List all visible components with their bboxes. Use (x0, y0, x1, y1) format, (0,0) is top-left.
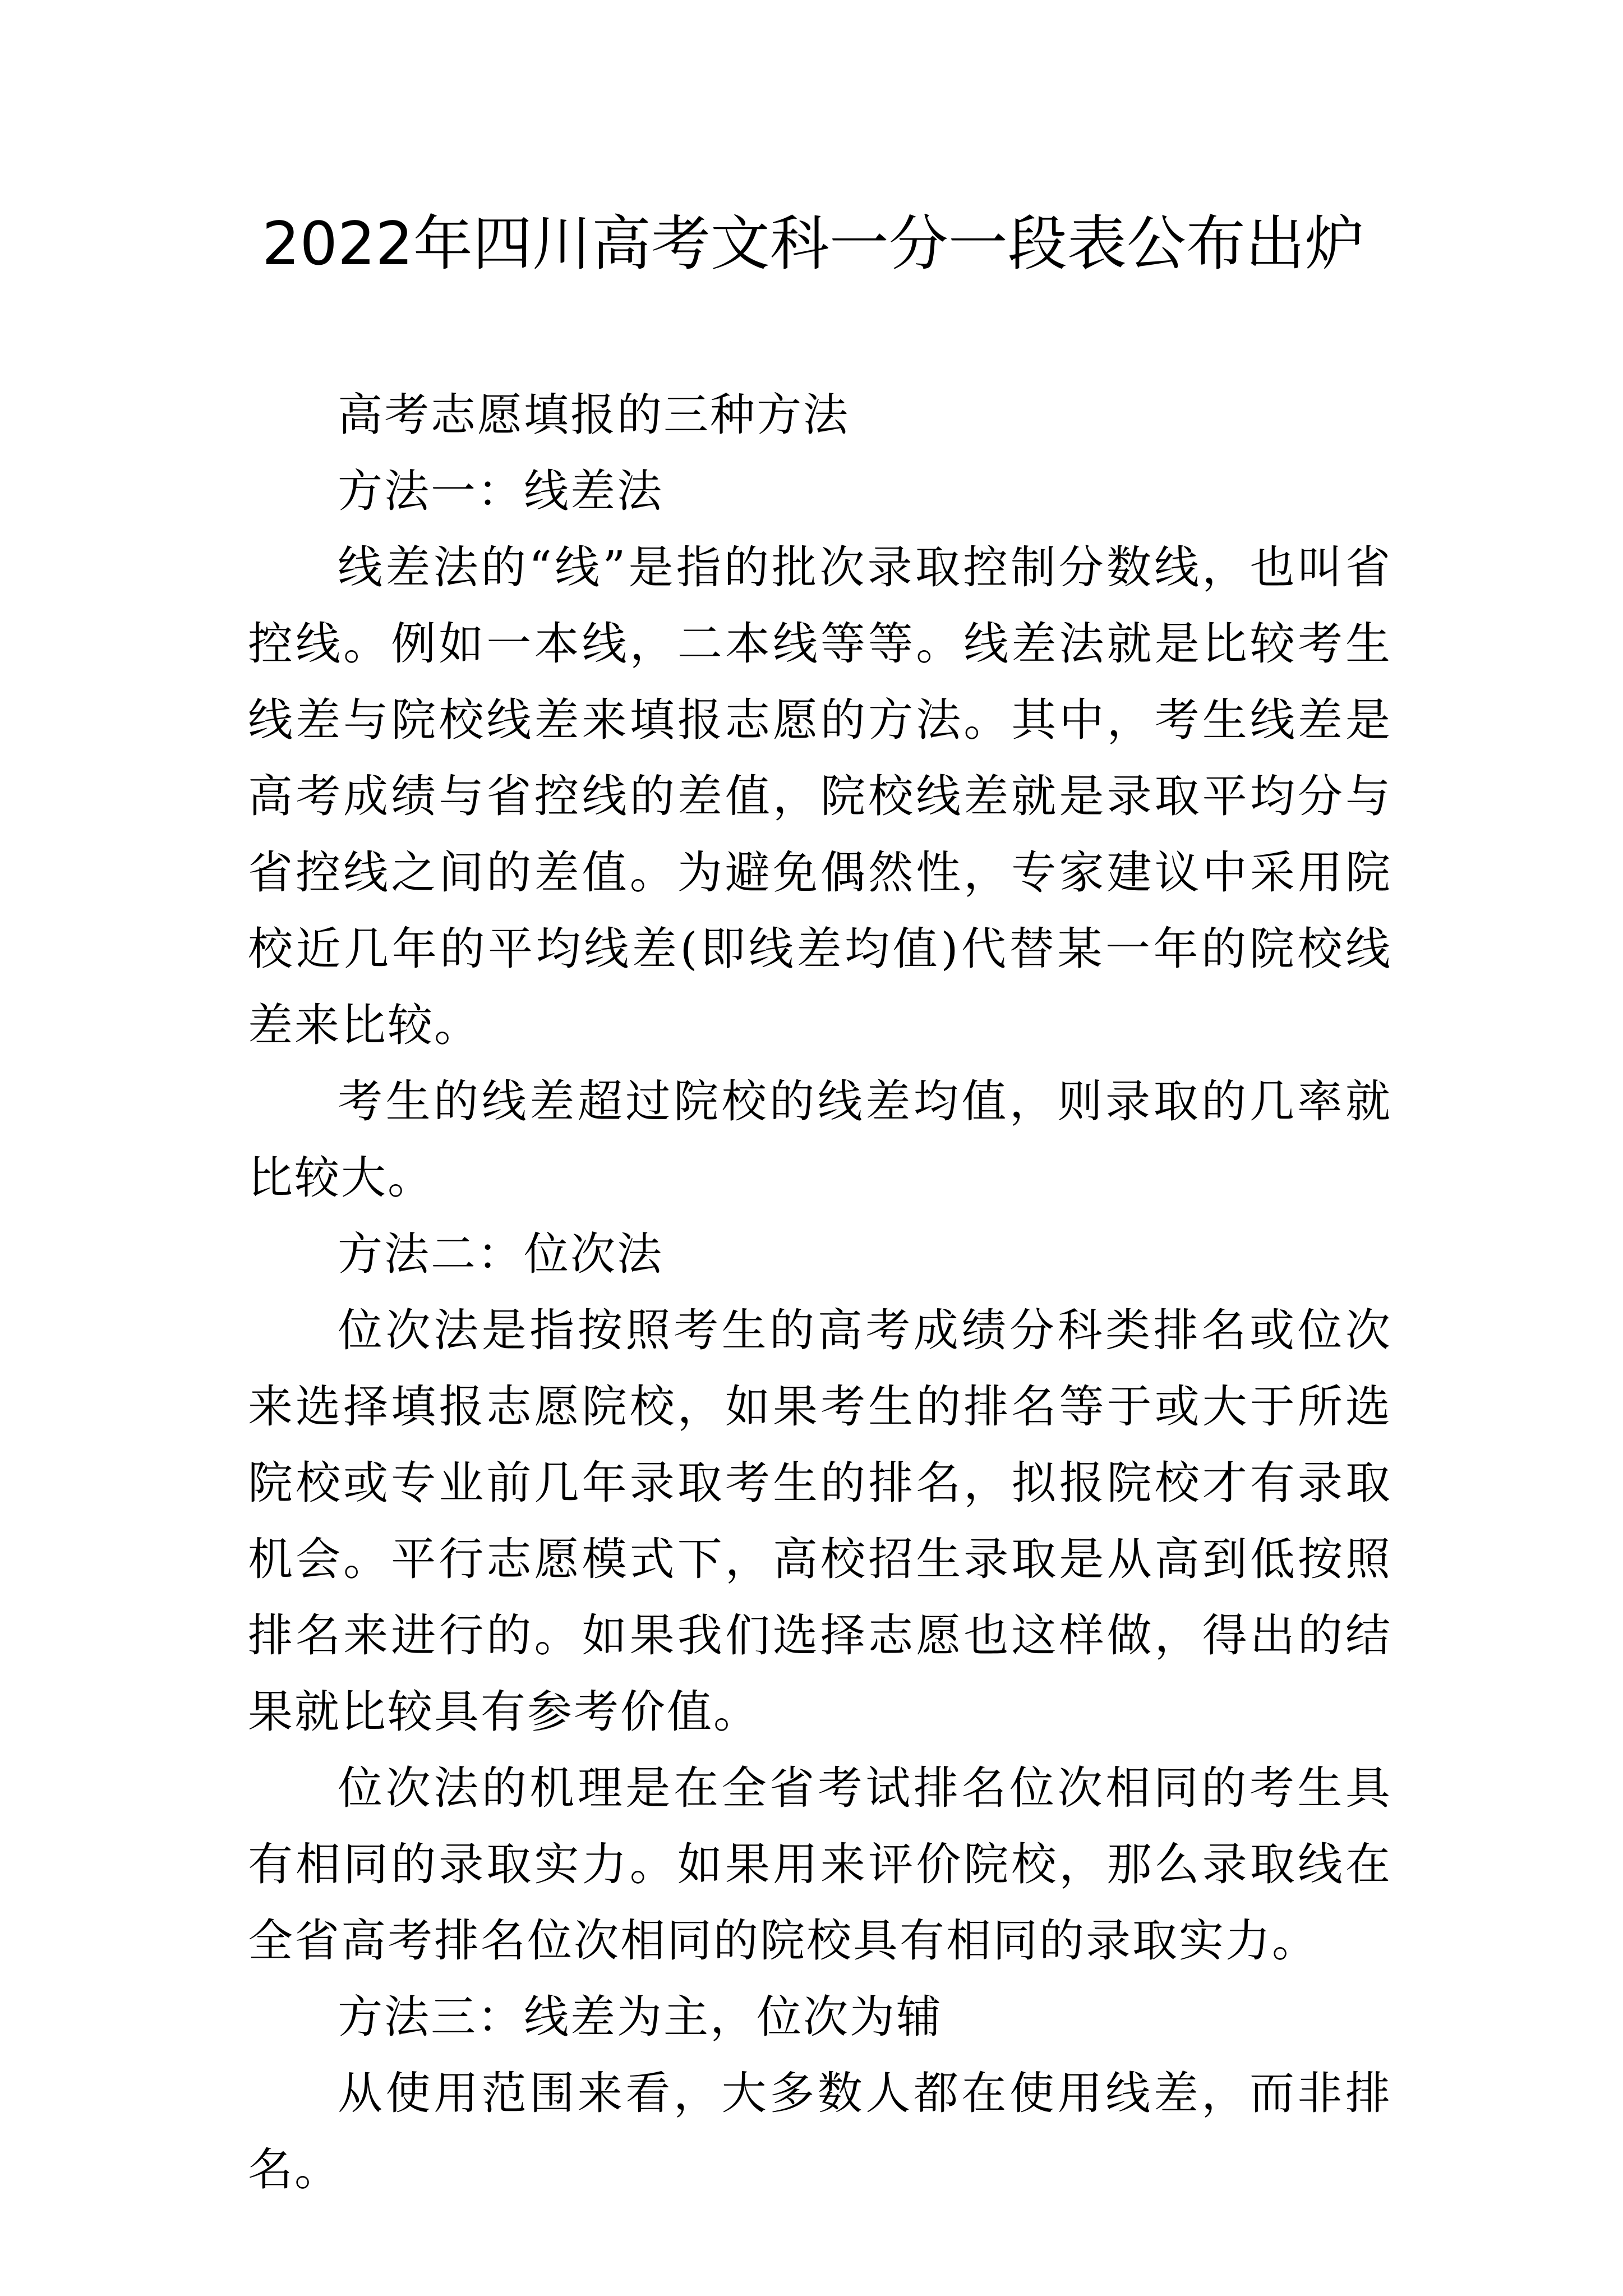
paragraph-line-difference-conclusion: 考生的线差超过院校的线差均值，则录取的几率就比较大。 (248, 1075, 1392, 1204)
paragraph-rank-method-mechanism: 位次法的机理是在全省考试排名位次相同的考生具有相同的录取实力。如果用来评价院校，那么录取线在全省高考排名位次相同的院校具有相同的录取实力。 (248, 1762, 1392, 1967)
paragraph-line-difference-definition: 线差法的“线”是指的批次录取控制分数线，也叫省控线。例如一本线，二本线等等。线差法就是比较考生线差与院校线差来填报志愿的方法。其中，考生线差是高考成绩与省控线的差值，院校线差就是录取平均分与省控线之间的差值。为避免偶然性，专家建议中采用院校近几年的平均线差(即线差均值)代替某一年的院校线差来比较。 (248, 541, 1392, 1051)
paragraph-rank-method-definition: 位次法是指按照考生的高考成绩分科类排名或位次来选择填报志愿院校，如果考生的排名等于或大于所选院校或专业前几年录取考生的排名，拟报院校才有录取机会。平行志愿模式下，高校招生录取是从高到低按照排名来进行的。如果我们选择志愿也这样做，得出的结果就比较具有参考价值。 (248, 1304, 1392, 1738)
paragraph-method-two-heading: 方法二：位次法 (338, 1228, 663, 1280)
paragraph-method-three-heading: 方法三：线差为主，位次为辅 (338, 1991, 943, 2043)
paragraph-method-one-heading: 方法一：线差法 (338, 465, 663, 517)
document-body (248, 377, 1392, 2208)
paragraph-method-three-text: 从使用范围来看，大多数人都在使用线差，而非排名。 (248, 2067, 1392, 2196)
paragraph-heading-methods: 高考志愿填报的三种方法 (338, 389, 850, 441)
document-title: 2022年四川高考文科一分一段表公布出炉 (262, 209, 1364, 278)
